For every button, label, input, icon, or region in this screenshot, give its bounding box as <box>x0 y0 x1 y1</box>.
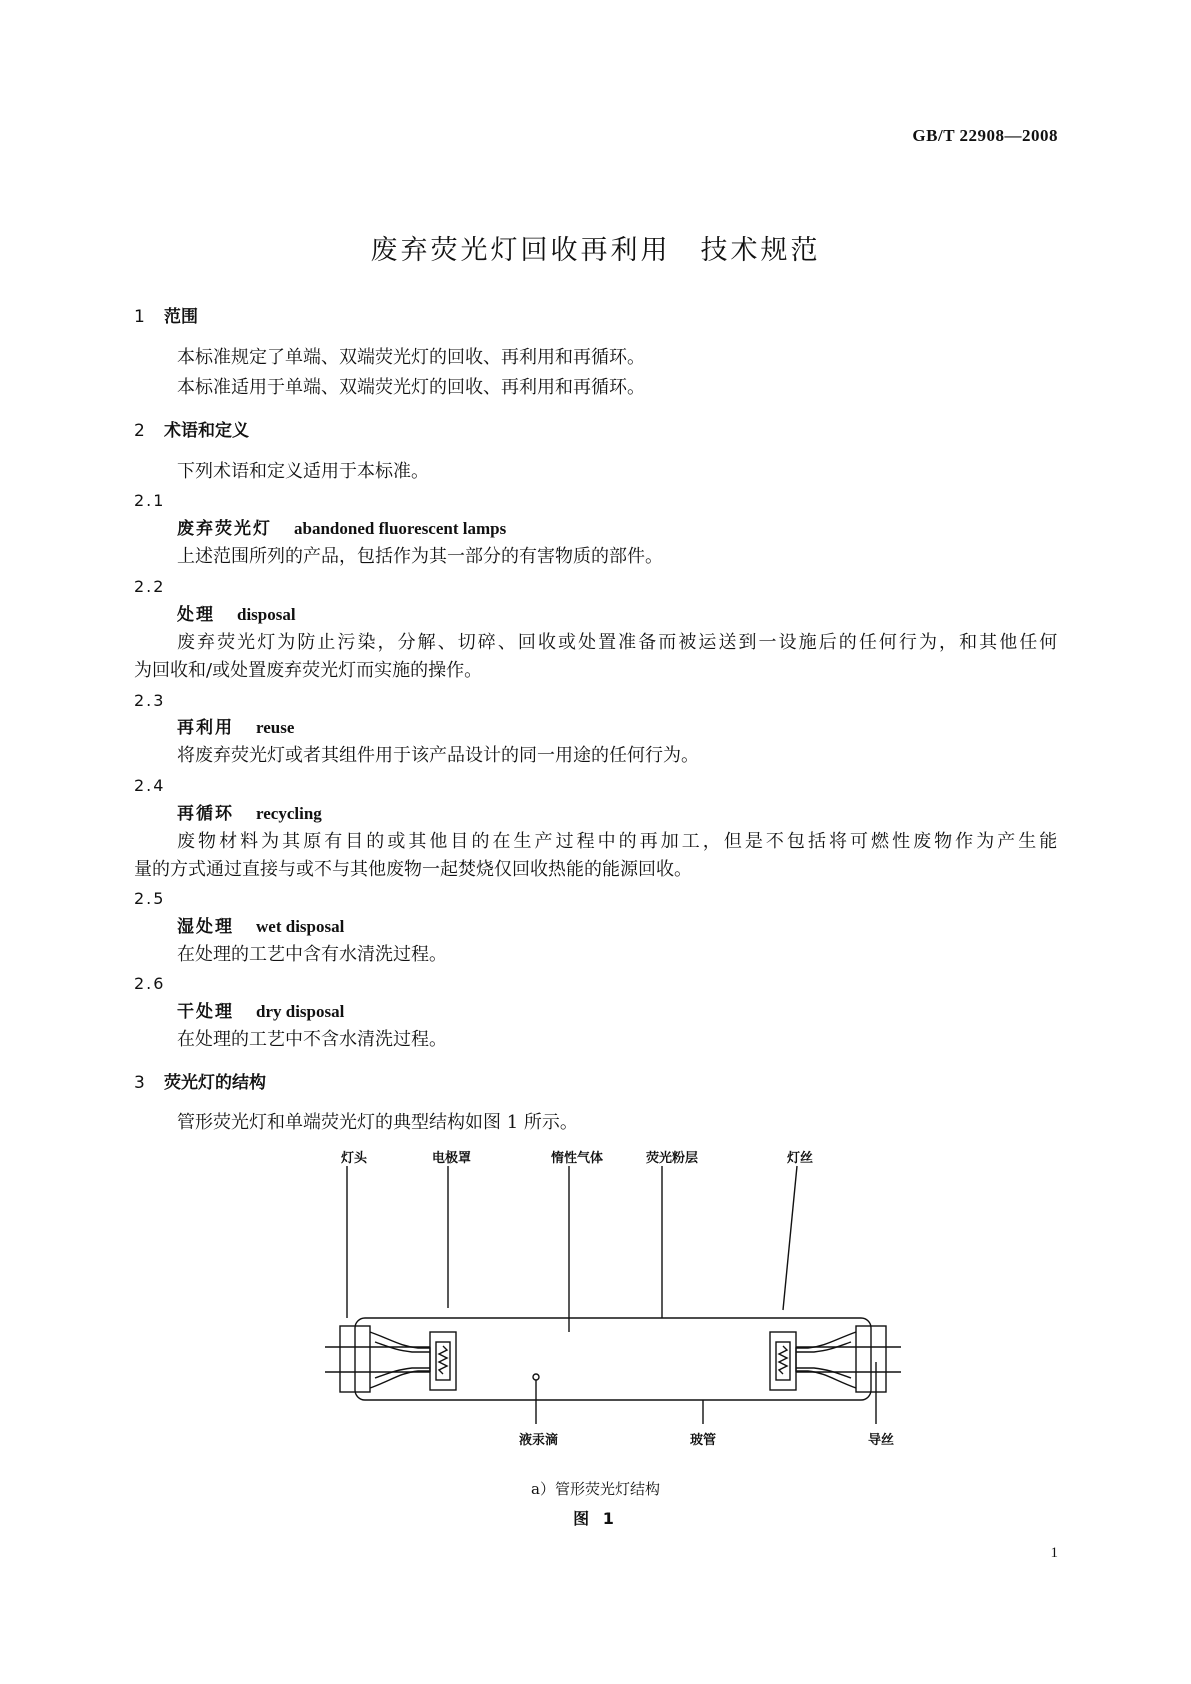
term-zh: 干处理 <box>177 1002 234 1022</box>
term-definition: 将废弃荧光灯或者其组件用于该产品设计的同一用途的任何行为。 <box>177 745 699 766</box>
term-number: 2.1 <box>134 491 166 510</box>
label-glass-tube: 玻管 <box>690 1433 717 1448</box>
term-en: dry disposal <box>256 1002 345 1021</box>
term-en: disposal <box>237 605 296 624</box>
section-number: 2 <box>134 421 145 441</box>
term-en: wet disposal <box>256 917 345 936</box>
label-mercury: 液汞滴 <box>519 1433 559 1448</box>
label-phosphor: 荧光粉层 <box>646 1151 699 1166</box>
term-definition: 为回收和/或处置废弃荧光灯而实施的操作。 <box>134 660 483 681</box>
term-zh: 再循环 <box>177 804 234 824</box>
document-title: 废弃荧光灯回收再利用 技术规范 <box>370 235 821 266</box>
figure-caption: a）管形荧光灯结构 <box>531 1480 660 1498</box>
paragraph: 本标准适用于单端、双端荧光灯的回收、再利用和再循环。 <box>177 377 645 398</box>
term-number: 2.3 <box>134 691 166 710</box>
term-definition: 量的方式通过直接与或不与其他废物一起焚烧仅回收热能的能源回收。 <box>134 859 692 880</box>
term-en: abandoned fluorescent lamps <box>294 519 507 538</box>
term-en: recycling <box>256 804 322 823</box>
term-zh: 湿处理 <box>177 917 234 937</box>
paragraph: 管形荧光灯和单端荧光灯的典型结构如图 1 所示。 <box>177 1112 578 1133</box>
page-number: 1 <box>1050 1545 1058 1561</box>
section-title: 术语和定义 <box>164 421 249 441</box>
label-filament: 灯丝 <box>787 1151 814 1166</box>
section-number: 3 <box>134 1073 145 1093</box>
term-definition: 上述范围所列的产品，包括作为其一部分的有害物质的部件。 <box>177 546 663 567</box>
term-number: 2.6 <box>134 974 166 993</box>
term-definition: 废物材料为其原有目的或其他目的在生产过程中的再加工，但是不包括将可燃性废物作为产生能 <box>177 831 1057 852</box>
section-number: 1 <box>134 307 145 327</box>
term-definition: 废弃荧光灯为防止污染，分解、切碎、回收或处置准备而被运送到一设施后的任何行为，和其他任何 <box>177 632 1057 653</box>
label-lead-wire: 导丝 <box>868 1433 895 1448</box>
section-title: 范围 <box>164 307 198 327</box>
term-zh: 处理 <box>177 605 215 625</box>
section-title: 荧光灯的结构 <box>164 1073 266 1093</box>
term-zh: 废弃荧光灯 <box>177 519 272 539</box>
term-en: reuse <box>256 718 295 737</box>
term-zh: 再利用 <box>177 718 234 738</box>
paragraph: 本标准规定了单端、双端荧光灯的回收、再利用和再循环。 <box>177 347 645 368</box>
label-electrode-shield: 电极罩 <box>432 1151 472 1166</box>
term-number: 2.2 <box>134 577 166 596</box>
figure-title: 图 1 <box>573 1509 618 1528</box>
term-number: 2.4 <box>134 776 166 795</box>
term-definition: 在处理的工艺中含有水清洗过程。 <box>177 944 447 965</box>
standard-code: GB/T 22908—2008 <box>912 126 1058 145</box>
label-cap: 灯头 <box>341 1151 368 1166</box>
paragraph: 下列术语和定义适用于本标准。 <box>177 461 429 482</box>
label-inert-gas: 惰性气体 <box>551 1151 604 1166</box>
term-definition: 在处理的工艺中不含水清洗过程。 <box>177 1029 447 1050</box>
term-number: 2.5 <box>134 889 166 908</box>
